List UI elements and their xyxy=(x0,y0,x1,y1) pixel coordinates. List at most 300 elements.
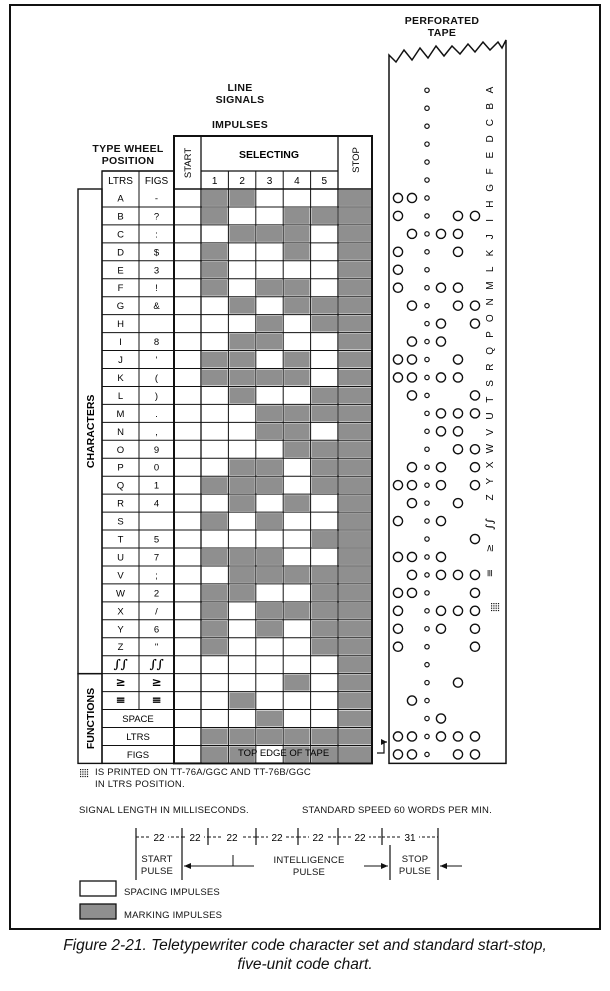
marking-cell xyxy=(312,316,337,332)
feed-hole xyxy=(425,429,429,433)
marking-cell xyxy=(202,262,227,278)
dotted-marker-icon xyxy=(493,610,494,611)
marking-cell xyxy=(257,459,282,475)
stop-impulse-cell xyxy=(339,298,371,314)
marking-cell xyxy=(312,567,337,583)
note-dotted-icon xyxy=(82,776,83,777)
marking-cell xyxy=(284,441,309,457)
note-dotted-icon xyxy=(82,774,83,775)
marking-cell xyxy=(202,280,227,296)
top-edge-of-tape-label: TOP EDGE OF TAPE xyxy=(238,748,330,759)
impulse-number-1: 1 xyxy=(211,176,218,187)
tape-hole xyxy=(453,283,462,292)
stop-impulse-cell xyxy=(339,190,371,206)
tape-hole xyxy=(407,355,416,364)
impulses-label: IMPULSES xyxy=(211,119,269,131)
feed-hole xyxy=(425,375,429,379)
tape-hole xyxy=(393,265,402,274)
fig-char: 2 xyxy=(153,588,160,600)
tape-hole xyxy=(453,247,462,256)
ltr-char: U xyxy=(117,552,124,564)
characters-label: CHARACTERS xyxy=(85,394,97,469)
tape-printed-letter: A xyxy=(485,86,496,94)
feed-hole xyxy=(425,591,429,595)
tape-hole xyxy=(393,750,402,759)
legend-marking-label: MARKING IMPULSES xyxy=(124,910,223,921)
marking-cell xyxy=(284,298,309,314)
fig-char: 9 xyxy=(153,444,160,456)
feed-hole xyxy=(425,698,429,702)
tape-hole xyxy=(470,445,479,454)
ltr-char: J xyxy=(118,355,123,367)
ltr-char: O xyxy=(116,444,125,456)
tape-hole xyxy=(470,211,479,220)
fig-char: " xyxy=(154,642,159,654)
tape-hole xyxy=(436,283,445,292)
tape-hole xyxy=(393,355,402,364)
feed-hole xyxy=(425,268,429,272)
tape-hole xyxy=(453,355,462,364)
tape-hole xyxy=(436,552,445,561)
marking-cell xyxy=(312,603,337,619)
tape-hole xyxy=(470,750,479,759)
tape-hole xyxy=(453,211,462,220)
marking-cell xyxy=(312,298,337,314)
ltr-char: B xyxy=(117,211,124,223)
figs-header: FIGS xyxy=(144,176,169,187)
tape-hole xyxy=(393,211,402,220)
feed-hole xyxy=(425,662,429,666)
tape-hole xyxy=(407,463,416,472)
note-dotted-icon xyxy=(85,776,86,777)
marking-cell xyxy=(312,729,337,745)
tape-hole xyxy=(470,391,479,400)
ltr-char: Q xyxy=(116,480,125,492)
tape-hole xyxy=(453,732,462,741)
marking-cell xyxy=(284,405,309,421)
stop-impulse-cell xyxy=(339,477,371,493)
tape-hole xyxy=(453,750,462,759)
ltr-char: H xyxy=(117,319,124,331)
stop-header: STOP xyxy=(351,147,362,173)
tape-printed-letter: R xyxy=(485,363,496,371)
tape-printed-letter: J xyxy=(485,234,496,240)
note-dotted-icon xyxy=(82,771,83,772)
marking-cell xyxy=(229,352,254,368)
tape-hole xyxy=(436,337,445,346)
stop-impulse-cell xyxy=(339,531,371,547)
dotted-marker-icon xyxy=(493,608,494,609)
stop-impulse-cell xyxy=(339,675,371,691)
marking-cell xyxy=(202,513,227,529)
tape-hole xyxy=(393,624,402,633)
fig-char: ( xyxy=(154,372,159,384)
fig-char: . xyxy=(155,408,158,420)
ltr-char: G xyxy=(116,301,125,313)
stop-impulse-cell xyxy=(339,262,371,278)
fig-char: ! xyxy=(155,283,158,295)
feed-hole xyxy=(425,393,429,397)
marking-cell xyxy=(229,370,254,386)
tape-lf-icon: ≡ xyxy=(485,568,496,578)
marking-cell xyxy=(202,190,227,206)
marking-cell xyxy=(312,459,337,475)
stop-impulse-cell xyxy=(339,549,371,565)
feed-hole xyxy=(425,627,429,631)
tape-hole xyxy=(453,427,462,436)
marking-cell xyxy=(284,423,309,439)
stop-impulse-cell xyxy=(339,459,371,475)
marking-cell xyxy=(312,585,337,601)
feed-hole xyxy=(425,680,429,684)
duration-2: 22 xyxy=(226,833,238,844)
ltr-char: W xyxy=(116,588,125,600)
fig-char: ; xyxy=(155,570,158,582)
duration-3: 22 xyxy=(271,833,283,844)
tape-printed-letter: T xyxy=(485,396,496,403)
stop-impulse-cell xyxy=(339,352,371,368)
marking-cell xyxy=(202,244,227,260)
marking-cell xyxy=(257,603,282,619)
ltr-char: P xyxy=(117,462,124,474)
marking-cell xyxy=(229,729,254,745)
line-feed-ltr-icon: ≡ xyxy=(115,693,126,708)
marking-cell xyxy=(257,513,282,529)
marking-cell xyxy=(229,298,254,314)
dotted-marker-icon xyxy=(491,605,492,606)
tape-printed-letter: F xyxy=(485,168,496,175)
marking-cell xyxy=(257,280,282,296)
ltr-char: I xyxy=(119,337,122,349)
marking-cell xyxy=(312,477,337,493)
tape-hole xyxy=(407,193,416,202)
stop-impulse-cell xyxy=(339,729,371,745)
tape-hole xyxy=(470,301,479,310)
tape-printed-letter: S xyxy=(485,380,496,387)
tape-hole xyxy=(393,193,402,202)
ltr-char: Z xyxy=(117,642,124,654)
fig-char: ? xyxy=(153,211,160,223)
feed-hole xyxy=(425,142,429,146)
note-dotted-icon xyxy=(85,771,86,772)
fig-char: 0 xyxy=(153,462,160,474)
dotted-marker-icon xyxy=(496,605,497,606)
type-wheel-outline xyxy=(102,171,174,763)
stop-impulse-cell xyxy=(339,244,371,260)
tape-printed-letter: K xyxy=(485,249,496,257)
fig-char: 8 xyxy=(153,337,160,349)
dotted-marker-icon xyxy=(491,610,492,611)
note-text: IS PRINTED ON TT-76A/GGC AND TT-76B/GGC IN LTRS POSITION. xyxy=(95,767,311,790)
ltr-char: D xyxy=(117,247,124,259)
ltr-char: A xyxy=(117,193,124,205)
stop-impulse-cell xyxy=(339,334,371,350)
fig-char: 4 xyxy=(153,498,160,510)
feed-hole xyxy=(425,286,429,290)
tape-hole xyxy=(407,301,416,310)
start-header: START xyxy=(183,147,194,179)
marking-cell xyxy=(202,639,227,655)
marking-cell xyxy=(284,208,309,224)
tape-hole xyxy=(407,750,416,759)
note-dotted-icon xyxy=(80,769,81,770)
duration-6: 31 xyxy=(404,833,416,844)
marking-cell xyxy=(257,729,282,745)
fig-char: / xyxy=(155,606,158,618)
ltr-char: S xyxy=(117,516,124,528)
marking-cell xyxy=(202,603,227,619)
dotted-marker-icon xyxy=(496,603,497,604)
note-dotted-icon xyxy=(80,771,81,772)
marking-cell xyxy=(284,370,309,386)
note-dotted-icon xyxy=(80,774,81,775)
feed-hole xyxy=(425,716,429,720)
tape-hole xyxy=(436,516,445,525)
marking-cell xyxy=(312,405,337,421)
tape-hole xyxy=(470,732,479,741)
marking-cell xyxy=(229,549,254,565)
marking-cell xyxy=(312,387,337,403)
marking-cell xyxy=(229,387,254,403)
dotted-marker-icon xyxy=(491,608,492,609)
tape-printed-letter: E xyxy=(485,151,496,159)
feed-hole xyxy=(425,196,429,200)
dotted-marker-icon xyxy=(498,608,499,609)
marking-cell xyxy=(257,711,282,727)
tape-printed-letter: V xyxy=(485,428,496,436)
marking-cell xyxy=(202,746,227,762)
stop-pulse-arrow xyxy=(440,863,447,869)
feed-hole xyxy=(425,178,429,182)
tape-hole xyxy=(453,445,462,454)
marking-cell xyxy=(257,316,282,332)
feed-hole xyxy=(425,357,429,361)
marking-cell xyxy=(202,352,227,368)
fig-char: 7 xyxy=(153,552,160,564)
marking-cell xyxy=(257,477,282,493)
marking-cell xyxy=(312,531,337,547)
bell-fig-icon: ∫∫ xyxy=(149,657,164,672)
ltr-char: E xyxy=(117,265,124,277)
note-dotted-icon xyxy=(87,776,88,777)
intelligence-arrow-left xyxy=(184,863,191,869)
marking-cell xyxy=(284,352,309,368)
stop-impulse-cell xyxy=(339,603,371,619)
feed-hole xyxy=(425,88,429,92)
tape-printed-letter: G xyxy=(485,183,496,192)
tape-hole xyxy=(407,732,416,741)
feed-hole xyxy=(425,411,429,415)
stop-impulse-cell xyxy=(339,746,371,762)
fig-char: ' xyxy=(155,355,158,367)
tape-hole xyxy=(407,552,416,561)
feed-hole xyxy=(425,250,429,254)
feed-hole xyxy=(425,483,429,487)
tape-hole xyxy=(407,229,416,238)
tape-hole xyxy=(470,534,479,543)
marking-cell xyxy=(257,549,282,565)
tape-hole xyxy=(436,229,445,238)
feed-hole xyxy=(425,160,429,164)
marking-cell xyxy=(229,226,254,242)
marking-cell xyxy=(284,495,309,511)
marking-cell xyxy=(202,621,227,637)
dotted-marker-icon xyxy=(496,608,497,609)
feed-hole xyxy=(425,106,429,110)
carriage-return-ltr-icon: ≥ xyxy=(115,675,126,690)
stop-impulse-cell xyxy=(339,423,371,439)
tape-hole xyxy=(407,570,416,579)
note-dotted-icon xyxy=(87,774,88,775)
intelligence-arrow-right xyxy=(381,863,388,869)
bell-ltr-icon: ∫∫ xyxy=(113,657,128,672)
tape-printed-letter: Q xyxy=(485,346,496,355)
tape-printed-letter: I xyxy=(485,219,496,222)
tape-hole xyxy=(470,570,479,579)
tape-hole xyxy=(453,678,462,687)
stop-impulse-cell xyxy=(339,226,371,242)
marking-cell xyxy=(202,370,227,386)
tape-hole xyxy=(470,624,479,633)
stop-impulse-cell xyxy=(339,280,371,296)
tape-hole xyxy=(436,606,445,615)
tape-hole xyxy=(470,642,479,651)
feed-hole xyxy=(425,537,429,541)
marking-cell xyxy=(229,585,254,601)
marking-cell xyxy=(202,477,227,493)
tape-hole xyxy=(436,319,445,328)
ltr-char: V xyxy=(117,570,124,582)
stop-impulse-cell xyxy=(339,405,371,421)
legend-marking-swatch xyxy=(80,904,116,919)
marking-cell xyxy=(257,405,282,421)
stop-impulse-cell xyxy=(339,621,371,637)
fig-char: - xyxy=(154,193,159,205)
stop-impulse-cell xyxy=(339,370,371,386)
selecting-label: SELECTING xyxy=(238,149,300,161)
tape-hole xyxy=(436,427,445,436)
stop-impulse-cell xyxy=(339,387,371,403)
marking-cell xyxy=(257,423,282,439)
intelligence-pulse-label: INTELLIGENCE PULSE xyxy=(254,855,364,879)
tape-hole xyxy=(470,481,479,490)
fig-char: 1 xyxy=(153,480,160,492)
tape-hole xyxy=(393,732,402,741)
tape-hole xyxy=(393,606,402,615)
ltr-char: C xyxy=(117,229,124,241)
marking-cell xyxy=(202,729,227,745)
marking-cell xyxy=(257,370,282,386)
marking-cell xyxy=(284,729,309,745)
fig-char: $ xyxy=(153,247,160,259)
tape-hole xyxy=(436,714,445,723)
feed-hole xyxy=(425,501,429,505)
tape-hole xyxy=(407,391,416,400)
dotted-marker-icon xyxy=(493,603,494,604)
tape-printed-letter: L xyxy=(485,266,496,273)
dotted-marker-icon xyxy=(493,605,494,606)
stop-impulse-cell xyxy=(339,639,371,655)
tape-hole xyxy=(407,696,416,705)
note-dotted-icon xyxy=(87,769,88,770)
note-dotted-icon xyxy=(87,771,88,772)
feed-hole xyxy=(425,645,429,649)
start-pulse-label: START PULSE xyxy=(140,854,174,877)
tape-hole xyxy=(393,247,402,256)
stop-impulse-cell xyxy=(339,513,371,529)
stop-impulse-cell xyxy=(339,585,371,601)
function-label-figs: FIGS xyxy=(126,749,150,761)
marking-cell xyxy=(257,334,282,350)
marking-cell xyxy=(284,244,309,260)
stop-impulse-cell xyxy=(339,567,371,583)
ltr-char: R xyxy=(117,498,124,510)
tape-hole xyxy=(436,463,445,472)
duration-1: 22 xyxy=(189,833,201,844)
marking-cell xyxy=(284,280,309,296)
feed-hole xyxy=(425,609,429,613)
tape-hole xyxy=(407,588,416,597)
tape-printed-letter: D xyxy=(485,135,496,143)
tape-printed-letter: H xyxy=(485,200,496,208)
marking-cell xyxy=(229,693,254,709)
stop-impulse-cell xyxy=(339,208,371,224)
tape-printed-letter: C xyxy=(485,118,496,127)
feed-hole xyxy=(425,321,429,325)
carriage-return-fig-icon: ≥ xyxy=(151,675,162,690)
tape-hole xyxy=(393,588,402,597)
line-feed-fig-icon: ≡ xyxy=(151,693,162,708)
tape-hole xyxy=(393,642,402,651)
marking-cell xyxy=(202,585,227,601)
tape-printed-letter: B xyxy=(485,102,496,110)
feed-hole xyxy=(425,555,429,559)
marking-cell xyxy=(229,459,254,475)
tape-hole xyxy=(436,481,445,490)
tape-printed-letter: W xyxy=(485,443,496,454)
figure-caption: Figure 2-21. Teletypewriter code character set and standard start-stop, five-unit code chart. xyxy=(63,937,547,973)
marking-cell xyxy=(257,621,282,637)
ltr-char: M xyxy=(116,408,125,420)
tape-hole xyxy=(453,301,462,310)
duration-0: 22 xyxy=(153,833,165,844)
marking-cell xyxy=(229,334,254,350)
tape-hole xyxy=(407,337,416,346)
duration-4: 22 xyxy=(312,833,324,844)
stop-impulse-cell xyxy=(339,316,371,332)
ltr-char: X xyxy=(117,606,124,618)
duration-5: 22 xyxy=(354,833,366,844)
tape-hole xyxy=(436,570,445,579)
tape-printed-letter: Y xyxy=(485,477,496,485)
tape-hole xyxy=(393,373,402,382)
tape-cr-icon: ≥ xyxy=(485,543,496,553)
tape-hole xyxy=(436,732,445,741)
tape-printed-letter: U xyxy=(485,412,496,420)
fig-char: 5 xyxy=(153,534,160,546)
marking-cell xyxy=(284,675,309,691)
marking-cell xyxy=(229,495,254,511)
dotted-marker-icon xyxy=(496,610,497,611)
feed-hole xyxy=(425,232,429,236)
feed-hole xyxy=(425,519,429,523)
stop-impulse-cell xyxy=(339,657,371,673)
feed-hole xyxy=(425,573,429,577)
ltr-char: F xyxy=(117,283,124,295)
tape-hole xyxy=(407,481,416,490)
feed-hole xyxy=(425,734,429,738)
fig-char: 3 xyxy=(153,265,160,277)
